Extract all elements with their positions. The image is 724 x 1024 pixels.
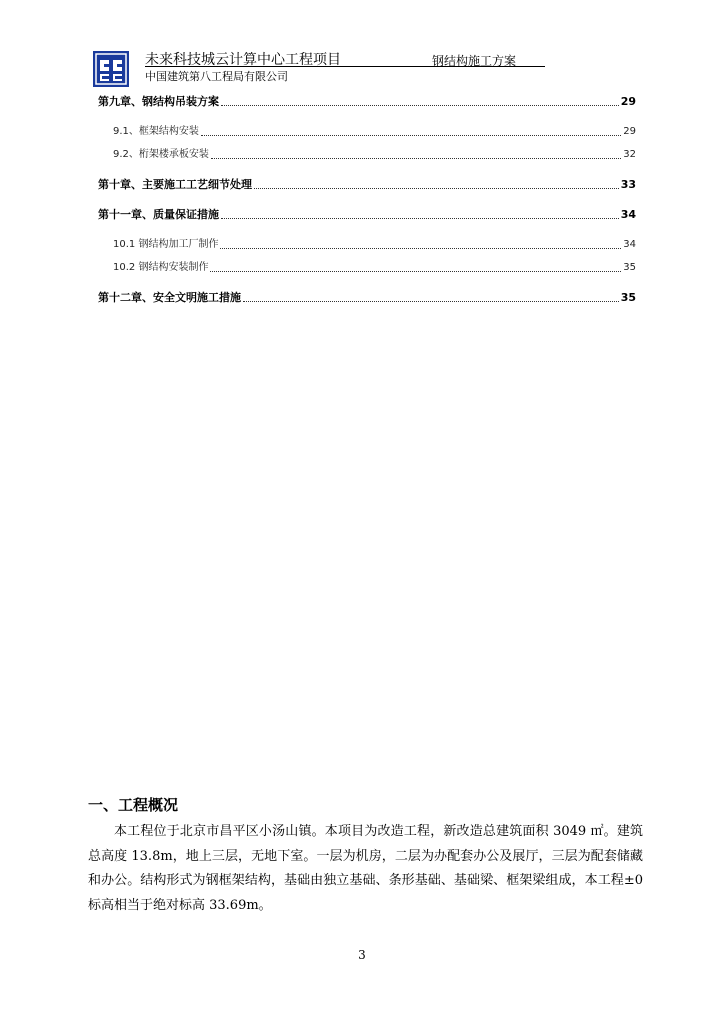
toc-entry-page: 35: [620, 291, 636, 304]
toc-leader-dots: [211, 158, 621, 159]
header-document-type: 钢结构施工方案: [432, 54, 517, 68]
toc-entry-title: 第十二章、安全文明施工措施: [98, 291, 241, 304]
toc-entry-title: 9.2、桁架楼承板安装: [113, 149, 209, 160]
toc-entry-section-9-1[interactable]: [0, 124, 724, 140]
toc-entry-title: 10.1 钢结构加工厂制作: [113, 239, 219, 250]
section-heading: 一、工程概况: [88, 796, 179, 814]
toc-entry-page: 29: [620, 95, 636, 108]
toc-leader-dots: [201, 135, 621, 136]
toc-entry-title: 第九章、钢结构吊装方案: [98, 95, 219, 108]
toc-entry-title: 第十一章、质量保证措施: [98, 208, 219, 221]
toc-entry-title: 第十章、主要施工工艺细节处理: [98, 178, 252, 191]
toc-entry-section-10-2[interactable]: [0, 260, 724, 276]
cscec-logo-icon: [93, 51, 129, 87]
toc-entry-chapter-11[interactable]: [0, 207, 724, 223]
toc-entry-section-9-2[interactable]: [0, 147, 724, 163]
header-project-title: 未来科技城云计算中心工程项目: [145, 52, 341, 68]
toc-entry-chapter-9[interactable]: [0, 94, 724, 110]
toc-entry-page: 34: [623, 239, 636, 250]
toc-leader-dots: [221, 218, 619, 219]
toc-entry-page: 35: [623, 262, 636, 273]
section-paragraph: 本工程位于北京市昌平区小汤山镇。本项目为改造工程，新改造总建筑面积 3049 ㎡。建筑总高度 13.8m，地上三层，无地下室。一层为机房，二层为办配套办公及展厅，三层为配套储藏和办公。结构形式为钢框架结构，基础由独立基础、条形基础、基础梁、框架梁组成，本工程±0 标高相当于绝对标高 33.69m。: [88, 824, 643, 913]
toc-entry-title: 9.1、框架结构安装: [113, 126, 199, 137]
page-number: 3: [358, 948, 366, 962]
toc-entry-chapter-12[interactable]: [0, 290, 724, 306]
toc-entry-page: 29: [623, 126, 636, 137]
toc-entry-section-10-1[interactable]: [0, 237, 724, 253]
toc-leader-dots: [210, 271, 621, 272]
toc-entry-page: 33: [620, 178, 636, 191]
toc-leader-dots: [221, 105, 619, 106]
header-company-name: 中国建筑第八工程局有限公司: [145, 70, 288, 83]
toc-entry-page: 32: [623, 149, 636, 160]
toc-leader-dots: [254, 188, 619, 189]
toc-entry-page: 34: [620, 208, 636, 221]
toc-leader-dots: [243, 301, 619, 302]
toc-leader-dots: [220, 248, 621, 249]
toc-entry-title: 10.2 钢结构安装制作: [113, 262, 209, 273]
toc-entry-chapter-10[interactable]: [0, 177, 724, 193]
